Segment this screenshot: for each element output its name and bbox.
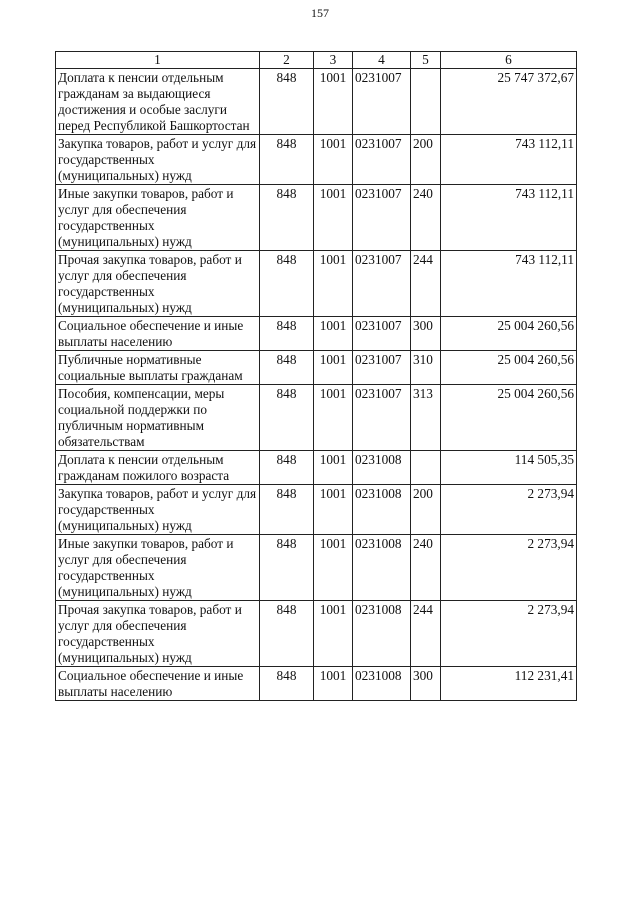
table-row xyxy=(56,135,577,185)
row-rz-cell: 1001 xyxy=(314,601,353,667)
row-csr-cell: 0231007 xyxy=(353,317,411,351)
row-vr-cell: 310 xyxy=(411,351,441,385)
row-ved-cell: 848 xyxy=(260,535,314,601)
row-vr-cell: 300 xyxy=(411,667,441,701)
row-csr-cell: 0231007 xyxy=(353,185,411,251)
row-csr-cell: 0231008 xyxy=(353,451,411,485)
header-col-1: 1 xyxy=(56,52,260,69)
row-name-cell: Доплата к пенсии отдельным гражданам пожилого возраста xyxy=(56,451,260,485)
row-name-cell: Доплата к пенсии отдельным гражданам за выдающиеся достижения и особые заслуги перед Республикой Башкортостан xyxy=(56,69,260,135)
table-row xyxy=(56,601,577,667)
row-sum-cell: 114 505,35 xyxy=(441,451,577,485)
row-sum-cell: 2 273,94 xyxy=(441,601,577,667)
row-vr-cell: 244 xyxy=(411,251,441,317)
row-rz-cell: 1001 xyxy=(314,317,353,351)
row-csr-cell: 0231008 xyxy=(353,485,411,535)
row-csr-cell: 0231007 xyxy=(353,135,411,185)
table-row xyxy=(56,351,577,385)
row-name-cell: Социальное обеспечение и иные выплаты населению xyxy=(56,667,260,701)
row-csr-cell: 0231007 xyxy=(353,251,411,317)
table-row xyxy=(56,185,577,251)
row-ved-cell: 848 xyxy=(260,317,314,351)
row-vr-cell xyxy=(411,69,441,135)
header-col-3: 3 xyxy=(314,52,353,69)
row-name-cell: Иные закупки товаров, работ и услуг для обеспечения государственных (муниципальных) нужд xyxy=(56,535,260,601)
row-ved-cell: 848 xyxy=(260,251,314,317)
page-number: 157 xyxy=(311,6,329,20)
row-name-cell: Пособия, компенсации, меры социальной поддержки по публичным нормативным обязательствам xyxy=(56,385,260,451)
row-sum-cell: 25 004 260,56 xyxy=(441,385,577,451)
row-ved-cell: 848 xyxy=(260,451,314,485)
row-vr-cell: 240 xyxy=(411,535,441,601)
row-vr-cell: 240 xyxy=(411,185,441,251)
row-ved-cell: 848 xyxy=(260,351,314,385)
header-col-6: 6 xyxy=(441,52,577,69)
row-name-cell: Закупка товаров, работ и услуг для государственных (муниципальных) нужд xyxy=(56,135,260,185)
row-sum-cell: 2 273,94 xyxy=(441,485,577,535)
row-sum-cell: 2 273,94 xyxy=(441,535,577,601)
row-name-cell: Закупка товаров, работ и услуг для государственных (муниципальных) нужд xyxy=(56,485,260,535)
row-sum-cell: 25 747 372,67 xyxy=(441,69,577,135)
budget-table xyxy=(55,51,577,701)
row-rz-cell: 1001 xyxy=(314,667,353,701)
row-ved-cell: 848 xyxy=(260,69,314,135)
table-row xyxy=(56,317,577,351)
row-ved-cell: 848 xyxy=(260,135,314,185)
row-vr-cell: 300 xyxy=(411,317,441,351)
row-ved-cell: 848 xyxy=(260,385,314,451)
row-csr-cell: 0231008 xyxy=(353,667,411,701)
row-rz-cell: 1001 xyxy=(314,385,353,451)
header-col-4: 4 xyxy=(353,52,411,69)
row-csr-cell: 0231008 xyxy=(353,535,411,601)
table-row xyxy=(56,667,577,701)
row-name-cell: Публичные нормативные социальные выплаты гражданам xyxy=(56,351,260,385)
table-row xyxy=(56,385,577,451)
row-ved-cell: 848 xyxy=(260,667,314,701)
row-rz-cell: 1001 xyxy=(314,135,353,185)
row-ved-cell: 848 xyxy=(260,185,314,251)
row-rz-cell: 1001 xyxy=(314,351,353,385)
row-sum-cell: 743 112,11 xyxy=(441,251,577,317)
header-row xyxy=(56,52,577,69)
table-row xyxy=(56,69,577,135)
header-col-2: 2 xyxy=(260,52,314,69)
table-row xyxy=(56,451,577,485)
table-row xyxy=(56,251,577,317)
row-csr-cell: 0231007 xyxy=(353,351,411,385)
row-name-cell: Прочая закупка товаров, работ и услуг для обеспечения государственных (муниципальных) нужд xyxy=(56,601,260,667)
table-body xyxy=(56,69,577,701)
row-name-cell: Прочая закупка товаров, работ и услуг для обеспечения государственных (муниципальных) нужд xyxy=(56,251,260,317)
row-csr-cell: 0231007 xyxy=(353,69,411,135)
row-sum-cell: 743 112,11 xyxy=(441,135,577,185)
table-row xyxy=(56,485,577,535)
row-csr-cell: 0231008 xyxy=(353,601,411,667)
row-rz-cell: 1001 xyxy=(314,251,353,317)
row-sum-cell: 743 112,11 xyxy=(441,185,577,251)
row-vr-cell: 200 xyxy=(411,135,441,185)
table-header xyxy=(56,52,577,69)
header-col-5: 5 xyxy=(411,52,441,69)
row-vr-cell: 244 xyxy=(411,601,441,667)
row-rz-cell: 1001 xyxy=(314,185,353,251)
row-csr-cell: 0231007 xyxy=(353,385,411,451)
row-rz-cell: 1001 xyxy=(314,485,353,535)
row-name-cell: Социальное обеспечение и иные выплаты населению xyxy=(56,317,260,351)
row-vr-cell: 200 xyxy=(411,485,441,535)
table-row xyxy=(56,535,577,601)
row-ved-cell: 848 xyxy=(260,601,314,667)
row-sum-cell: 25 004 260,56 xyxy=(441,317,577,351)
row-ved-cell: 848 xyxy=(260,485,314,535)
row-vr-cell xyxy=(411,451,441,485)
row-sum-cell: 25 004 260,56 xyxy=(441,351,577,385)
row-rz-cell: 1001 xyxy=(314,69,353,135)
row-name-cell: Иные закупки товаров, работ и услуг для обеспечения государственных (муниципальных) нужд xyxy=(56,185,260,251)
row-rz-cell: 1001 xyxy=(314,451,353,485)
row-vr-cell: 313 xyxy=(411,385,441,451)
row-sum-cell: 112 231,41 xyxy=(441,667,577,701)
row-rz-cell: 1001 xyxy=(314,535,353,601)
